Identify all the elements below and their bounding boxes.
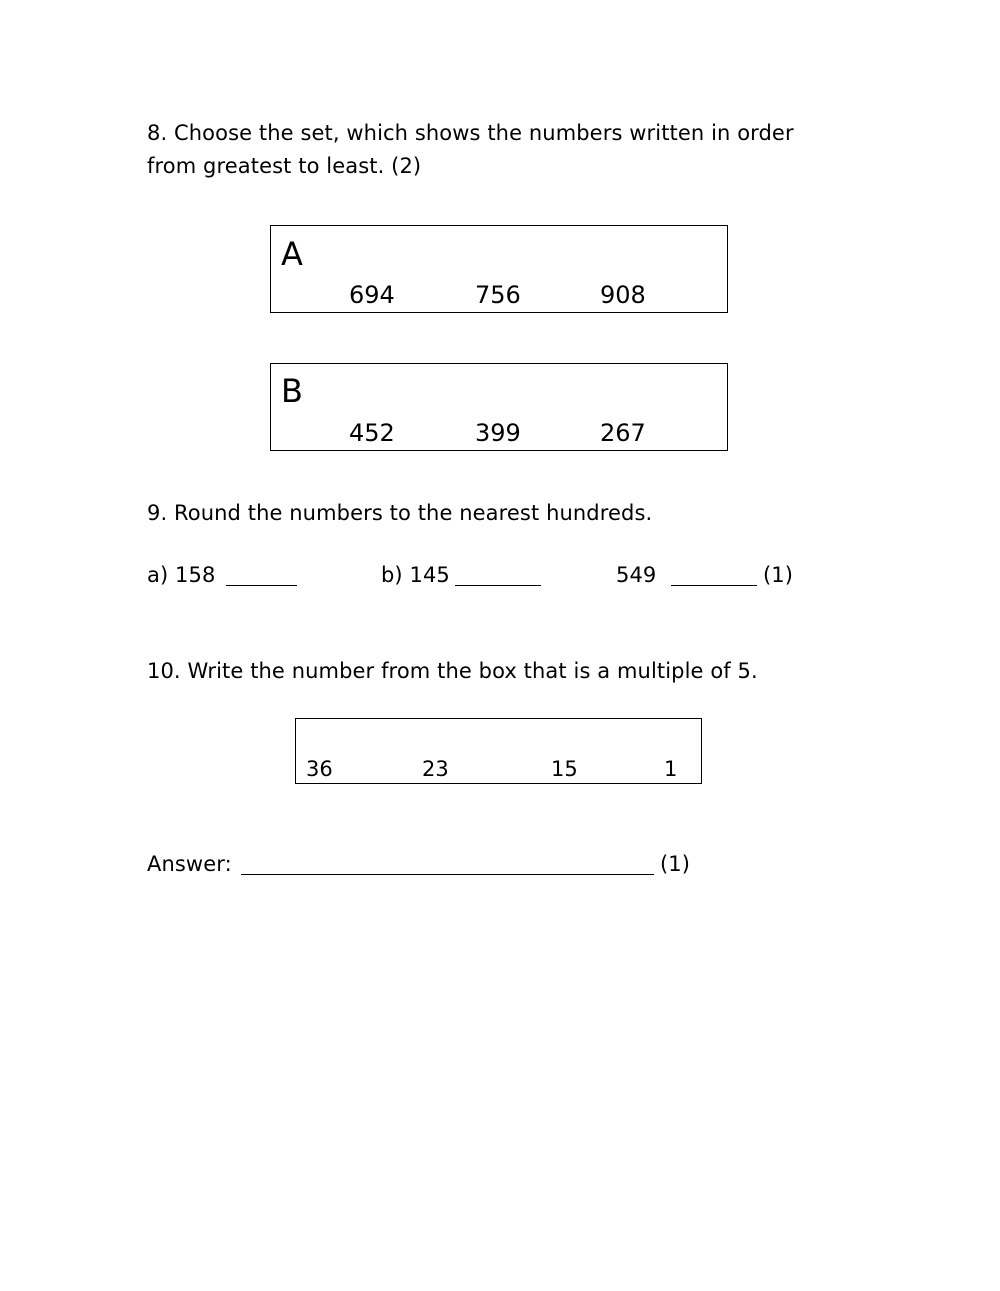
number-box bbox=[295, 718, 702, 784]
number-box-item-4: 1 bbox=[664, 757, 678, 781]
q10-marks: (1) bbox=[660, 852, 691, 876]
option-b-number-3: 267 bbox=[600, 419, 646, 447]
option-b-letter: B bbox=[281, 372, 303, 410]
option-a-number-3: 908 bbox=[600, 281, 646, 309]
q9-item-c-answer-blank[interactable] bbox=[671, 585, 757, 586]
q9-prompt: 9. Round the numbers to the nearest hundreds. bbox=[147, 501, 653, 525]
q9-item-c-label: 549 bbox=[616, 563, 657, 587]
q8-line2: from greatest to least. (2) bbox=[147, 154, 422, 178]
option-b-box[interactable] bbox=[270, 363, 728, 451]
option-a-letter: A bbox=[281, 235, 303, 273]
option-b-number-2: 399 bbox=[475, 419, 521, 447]
number-box-item-3: 15 bbox=[551, 757, 578, 781]
answer-blank[interactable] bbox=[241, 874, 654, 875]
answer-label: Answer: bbox=[147, 852, 232, 876]
option-b-number-1: 452 bbox=[349, 419, 395, 447]
q8-line1: 8. Choose the set, which shows the numbers written in order bbox=[147, 121, 794, 145]
option-a-number-2: 756 bbox=[475, 281, 521, 309]
q9-item-a-answer-blank[interactable] bbox=[226, 585, 297, 586]
option-a-box[interactable] bbox=[270, 225, 728, 313]
q9-marks: (1) bbox=[763, 563, 794, 587]
option-a-number-1: 694 bbox=[349, 281, 395, 309]
q9-item-b-answer-blank[interactable] bbox=[455, 585, 541, 586]
q9-item-a-label: a) 158 bbox=[147, 563, 216, 587]
q9-item-b-label: b) 145 bbox=[381, 563, 450, 587]
q10-prompt: 10. Write the number from the box that is a multiple of 5. bbox=[147, 659, 758, 683]
number-box-item-1: 36 bbox=[306, 757, 333, 781]
number-box-item-2: 23 bbox=[422, 757, 449, 781]
